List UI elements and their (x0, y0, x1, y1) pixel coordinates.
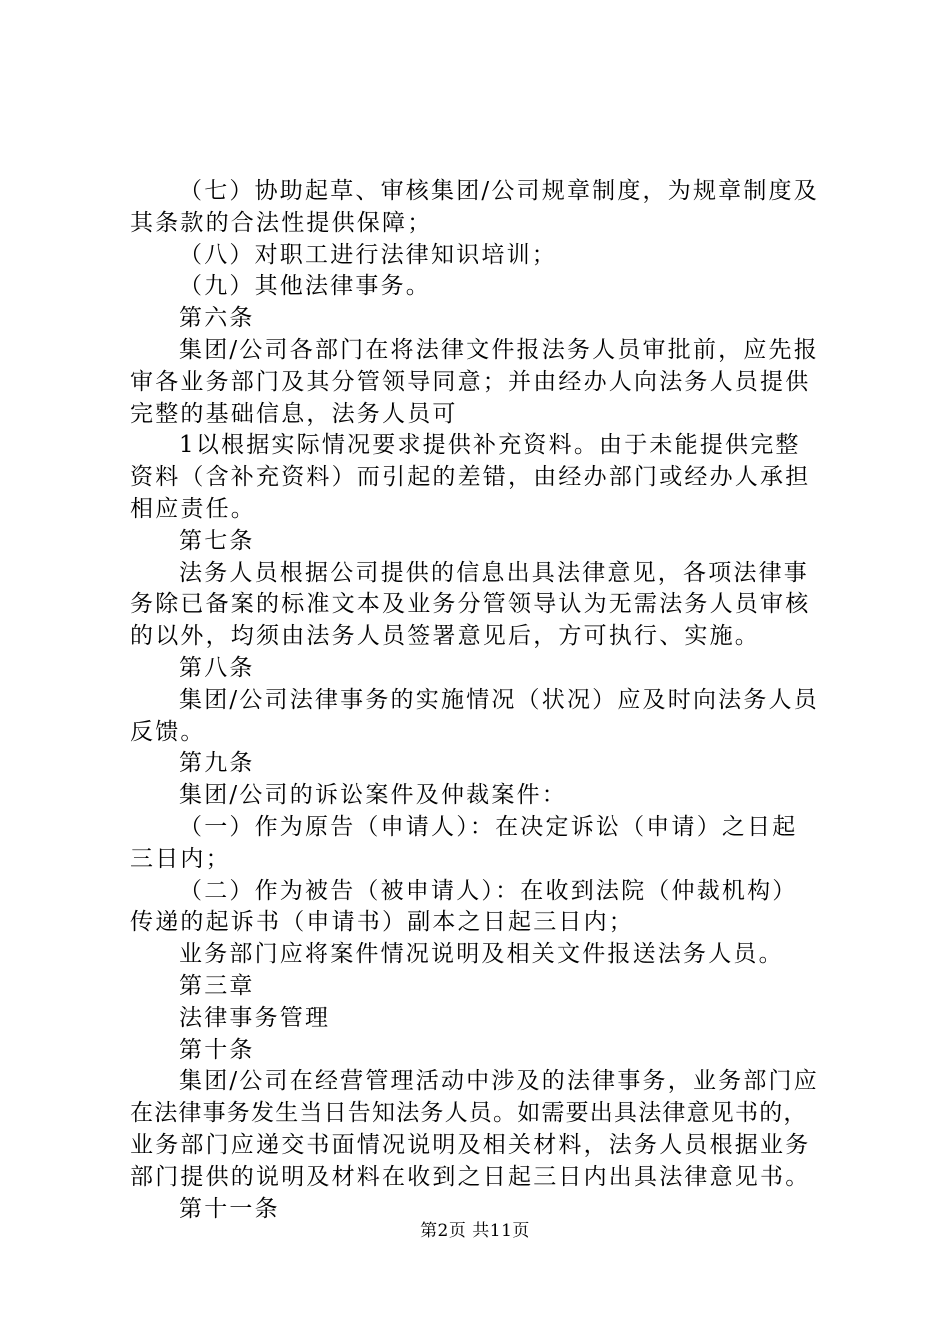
article-6-line-4: 1以根据实际情况要求提供补充资料。由于未能提供完整 (179, 432, 801, 459)
article-7-line-1: 法务人员根据公司提供的信息出具法律意见，各项法律事 (179, 559, 809, 586)
clause-9-line: （九）其他法律事务。 (179, 273, 431, 300)
article-9-heading: 第九条 (179, 750, 255, 777)
article-10-heading: 第十条 (179, 1036, 255, 1063)
article-10-line-3: 业务部门应递交书面情况说明及相关材料，法务人员根据业务 (130, 1131, 811, 1158)
document-body (130, 176, 830, 1225)
article-10-line-2: 在法律事务发生当日告知法务人员。如需要出具法律意见书的， (130, 1100, 808, 1127)
clause-8-line: （八）对职工进行法律知识培训； (179, 241, 557, 268)
article-9-item-2-line-2: 传递的起诉书（申请书）副本之日起三日内； (130, 909, 634, 936)
page-footer: 第2页 共11页 (420, 1221, 530, 1241)
article-10-line-4: 部门提供的说明及材料在收到之日起三日内出具法律意见书。 (130, 1163, 811, 1190)
article-9-item-1-line-2: 三日内； (130, 845, 231, 872)
article-7-heading: 第七条 (179, 527, 255, 554)
article-9-line-1: 集团/公司的诉讼案件及仲裁案件： (179, 782, 567, 809)
article-11-heading: 第十一条 (179, 1195, 280, 1222)
article-6-heading: 第六条 (179, 305, 255, 332)
article-6-line-1: 集团/公司各部门在将法律文件报法务人员审批前，应先报 (179, 336, 819, 363)
clause-7-line-1: （七）协助起草、审核集团/公司规章制度，为规章制度及 (179, 178, 819, 204)
article-9-item-1-line-1: （一）作为原告（申请人）：在决定诉讼（申请）之日起 (179, 813, 798, 840)
article-6-line-6: 相应责任。 (130, 495, 256, 522)
article-10-line-1: 集团/公司在经营管理活动中涉及的法律事务，业务部门应 (179, 1068, 819, 1095)
article-8-line-1: 集团/公司法律事务的实施情况（状况）应及时向法务人员 (179, 686, 819, 713)
article-7-line-2: 务除已备案的标准文本及业务分管领导认为无需法务人员审核 (130, 591, 811, 618)
chapter-3-title: 法律事务管理 (179, 1004, 331, 1031)
chapter-3-heading: 第三章 (179, 972, 255, 999)
article-8-heading: 第八条 (179, 654, 255, 681)
article-9-line-last: 业务部门应将案件情况说明及相关文件报送法务人员。 (179, 941, 784, 968)
article-6-line-3: 完整的基础信息，法务人员可 (130, 400, 458, 427)
article-9-item-2-line-1: （二）作为被告（被申请人）：在收到法院（仲裁机构） (179, 877, 798, 904)
clause-7-line-2: 其条款的合法性提供保障； (130, 209, 433, 236)
article-8-line-2: 反馈。 (130, 718, 206, 745)
article-6-line-2: 审各业务部门及其分管领导同意；并由经办人向法务人员提供 (130, 368, 811, 395)
article-6-line-5: 资料（含补充资料）而引起的差错，由经办部门或经办人承担 (130, 464, 811, 491)
article-7-line-3: 的以外，均须由法务人员签署意见后，方可执行、实施。 (130, 623, 760, 650)
